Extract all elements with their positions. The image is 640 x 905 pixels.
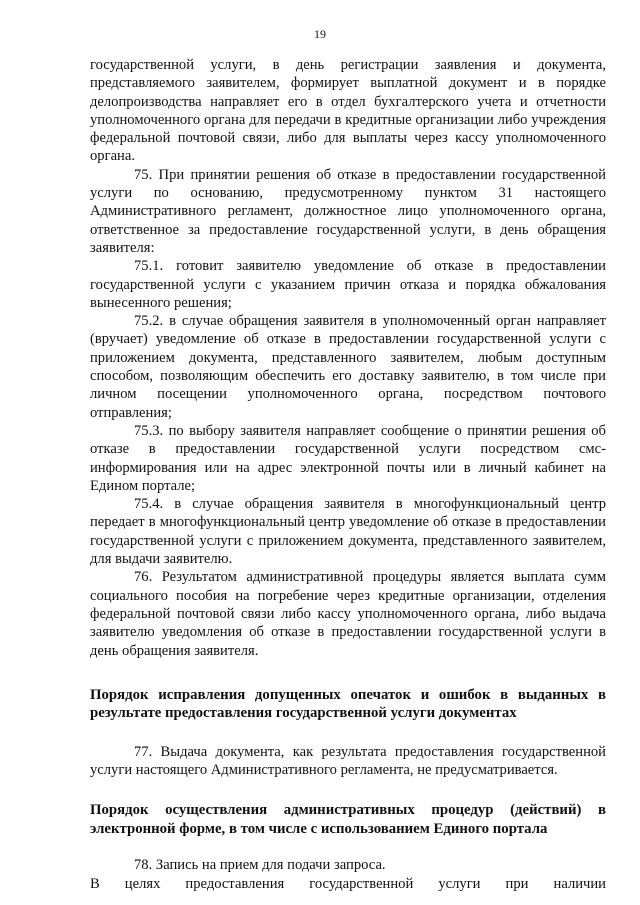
page-number: 19 bbox=[314, 27, 326, 41]
paragraph-75-4: 75.4. в случае обращения заявителя в многофункциональный центр передает в многофункциональный центр уведомление об отказе в предоставлении государственной услуги с приложением документа, представленного заявителем, для выдачи заявителю. bbox=[90, 496, 606, 568]
paragraph-76: 76. Результатом административной процедуры является выплата сумм социального пособия на погребение через кредитные организации, отделения федеральной почтовой связи либо кассу уполномоченного органа, либо выдача заявителю уведомления об отказе в предоставлении государственной услуги в день обращения заявителя. bbox=[90, 569, 606, 659]
paragraph-75-1: 75.1. готовит заявителю уведомление об отказе в предоставлении государственной услуги с указанием причин отказа и порядка обжалования вынесенного решения; bbox=[90, 258, 606, 311]
paragraph-75-3: 75.3. по выбору заявителя направляет сообщение о принятии решения об отказе в предоставлении государственной услуги посредством смс-информирования или на адрес электронной почты или в личный кабинет на Едином портале; bbox=[90, 422, 606, 494]
paragraph-77: 77. Выдача документа, как результата предоставления государственной услуги настоящего Административного регламента, не предусматривается. bbox=[90, 743, 606, 779]
paragraph-last-line: В целях предоставления государственной услуги при наличии bbox=[90, 875, 606, 892]
paragraph-continuation: государственной услуги, в день регистрации заявления и документа, представляемого заявителем, формирует выплатной документ и в порядке делопроизводства направляет его в отдел бухгалтерского учета и отчетности уполномоченного органа для передачи в кредитные организации либо учреждения федеральной почтовой связи, либо для выплаты через кассу уполномоченного органа. bbox=[90, 57, 606, 165]
paragraph-78: 78. Запись на прием для подачи запроса. bbox=[134, 857, 386, 874]
paragraph-75: 75. При принятии решения об отказе в предоставлении государственной услуги по основанию, предусмотренному пунктом 31 настоящего Административного регламент, должностное лицо уполномоченного органа, ответственное за предоставление государственной услуги, в день обращения заявителя: bbox=[90, 166, 606, 256]
paragraph-75-2: 75.2. в случае обращения заявителя в уполномоченный орган направляет (вручает) уведомление об отказе в предоставлении государственной услуги с приложением документа, представленного заявителем, любым доступным способом, позволяющим обеспечить его доставку заявителю, в том числе при личном посещении уполномоченного органа, посредством почтового отправления; bbox=[90, 313, 606, 421]
document-body bbox=[90, 56, 606, 893]
section-heading-corrections: Порядок исправления допущенных опечаток и ошибок в выданных в результате предоставления государственной услуги документах bbox=[90, 686, 606, 722]
section-heading-electronic: Порядок осуществления административных процедур (действий) в электронной форме, в том числе с использованием Единого портала bbox=[90, 802, 606, 837]
